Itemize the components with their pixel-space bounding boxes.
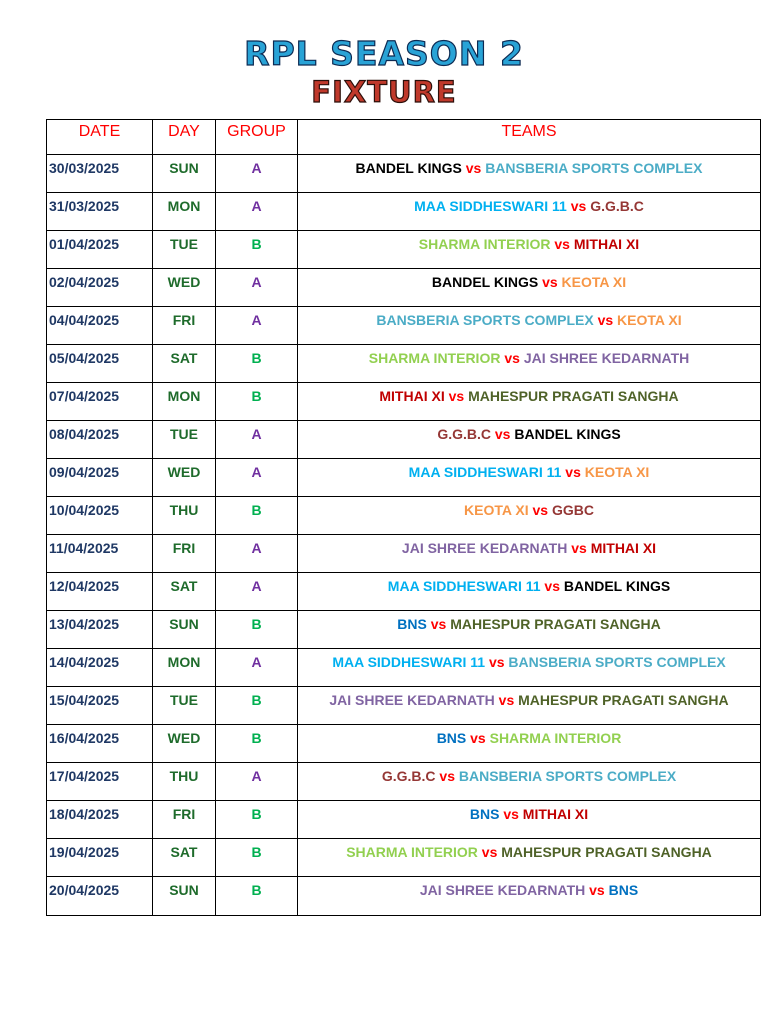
- fixture-group: B: [216, 725, 298, 763]
- team-away: G.G.B.C: [590, 198, 644, 214]
- team-away: MAHESPUR PRAGATI SANGHA: [468, 388, 679, 404]
- table-row: [47, 269, 761, 307]
- table-row: [47, 649, 761, 687]
- fixture-day: THU: [153, 763, 216, 801]
- fixture-table: [46, 119, 761, 916]
- team-home: KEOTA XI: [464, 502, 529, 518]
- fixture-date: 16/04/2025: [47, 725, 153, 763]
- fixture-group: B: [216, 687, 298, 725]
- vs-label: vs: [481, 844, 498, 860]
- fixture-teams: [298, 687, 761, 725]
- team-away: BANDEL KINGS: [514, 426, 621, 442]
- fixture-teams: [298, 421, 761, 459]
- fixture-day: TUE: [153, 231, 216, 269]
- fixture-day: FRI: [153, 535, 216, 573]
- vs-label: vs: [542, 274, 558, 290]
- fixture-group: B: [216, 611, 298, 649]
- team-home: MITHAI XI: [379, 388, 445, 404]
- fixture-date: 19/04/2025: [47, 839, 153, 877]
- team-home: MAA SIDDHESWARI 11: [332, 654, 486, 670]
- fixture-group: B: [216, 345, 298, 383]
- fixture-day: TUE: [153, 421, 216, 459]
- table-row: [47, 231, 761, 269]
- table-row: [47, 383, 761, 421]
- fixture-day: SAT: [153, 345, 216, 383]
- fixture-date: 17/04/2025: [47, 763, 153, 801]
- fixture-teams: [298, 573, 761, 611]
- table-row: [47, 155, 761, 193]
- vs-label: vs: [554, 236, 570, 252]
- fixture-teams: [298, 269, 761, 307]
- team-home: SHARMA INTERIOR: [418, 236, 551, 252]
- team-away: BANDEL KINGS: [563, 578, 671, 594]
- fixture-teams: [298, 307, 761, 345]
- table-row: [47, 877, 761, 916]
- table-row: [47, 763, 761, 801]
- team-home: JAI SHREE KEDARNATH: [401, 540, 568, 556]
- table-row: [47, 725, 761, 763]
- fixture-group: A: [216, 307, 298, 345]
- vs-label: vs: [470, 730, 486, 746]
- fixture-group: B: [216, 877, 298, 916]
- team-away: MITHAI XI: [590, 540, 657, 556]
- fixture-group: A: [216, 269, 298, 307]
- team-away: SHARMA INTERIOR: [489, 730, 622, 746]
- vs-label: vs: [494, 426, 511, 442]
- fixture-group: A: [216, 763, 298, 801]
- vs-label: vs: [570, 198, 587, 214]
- team-home: MAA SIDDHESWARI 11: [414, 198, 567, 214]
- fixture-teams: [298, 839, 761, 877]
- team-home: BNS: [397, 616, 427, 632]
- team-home: G.G.B.C: [381, 768, 436, 784]
- team-home: BNS: [469, 806, 500, 822]
- fixture-day: THU: [153, 497, 216, 535]
- table-row: [47, 307, 761, 345]
- team-away: MITHAI XI: [522, 806, 589, 822]
- fixture-date: 30/03/2025: [47, 155, 153, 193]
- fixture-day: SAT: [153, 573, 216, 611]
- table-row: [47, 839, 761, 877]
- fixture-date: 02/04/2025: [47, 269, 153, 307]
- team-away: JAI SHREE KEDARNATH: [523, 350, 690, 366]
- fixture-date: 31/03/2025: [47, 193, 153, 231]
- fixture-date: 20/04/2025: [47, 877, 153, 916]
- vs-label: vs: [498, 692, 515, 708]
- team-home: SHARMA INTERIOR: [368, 350, 501, 366]
- table-row: [47, 497, 761, 535]
- fixture-group: A: [216, 193, 298, 231]
- fixture-date: 09/04/2025: [47, 459, 153, 497]
- team-home: JAI SHREE KEDARNATH: [419, 882, 586, 898]
- fixture-group: B: [216, 497, 298, 535]
- table-row: [47, 421, 761, 459]
- team-away: BANSBERIA SPORTS COMPLEX: [458, 768, 677, 784]
- fixture-date: 11/04/2025: [47, 535, 153, 573]
- fixture-day: SUN: [153, 877, 216, 916]
- fixture-day: SUN: [153, 155, 216, 193]
- fixture-date: 13/04/2025: [47, 611, 153, 649]
- fixture-group: B: [216, 231, 298, 269]
- team-home: SHARMA INTERIOR: [346, 844, 478, 860]
- table-row: [47, 801, 761, 839]
- vs-label: vs: [532, 502, 549, 518]
- fixture-teams: [298, 345, 761, 383]
- column-header-group: GROUP: [216, 120, 298, 155]
- team-away: MITHAI XI: [573, 236, 640, 252]
- vs-label: vs: [571, 540, 587, 556]
- vs-label: vs: [439, 768, 455, 784]
- fixture-teams: [298, 383, 761, 421]
- fixture-day: WED: [153, 725, 216, 763]
- fixture-date: 18/04/2025: [47, 801, 153, 839]
- fixture-teams: [298, 155, 761, 193]
- fixture-day: MON: [153, 649, 216, 687]
- team-away: KEOTA XI: [561, 274, 627, 290]
- fixture-group: A: [216, 535, 298, 573]
- vs-label: vs: [503, 806, 519, 822]
- table-row: [47, 193, 761, 231]
- team-home: MAA SIDDHESWARI 11: [387, 578, 541, 594]
- team-home: JAI SHREE KEDARNATH: [329, 692, 495, 708]
- fixture-group: A: [216, 459, 298, 497]
- team-away: BANSBERIA SPORTS COMPLEX: [508, 654, 726, 670]
- fixture-teams: [298, 193, 761, 231]
- fixture-group: A: [216, 155, 298, 193]
- fixture-group: B: [216, 801, 298, 839]
- vs-label: vs: [465, 160, 482, 176]
- table-header-row: [47, 120, 761, 155]
- column-header-date: DATE: [47, 120, 153, 155]
- team-home: BANSBERIA SPORTS COMPLEX: [376, 312, 594, 328]
- fixture-teams: [298, 763, 761, 801]
- team-away: KEOTA XI: [617, 312, 682, 328]
- vs-label: vs: [597, 312, 614, 328]
- table-row: [47, 611, 761, 649]
- fixture-date: 07/04/2025: [47, 383, 153, 421]
- fixture-teams: [298, 231, 761, 269]
- fixture-date: 15/04/2025: [47, 687, 153, 725]
- table-row: [47, 687, 761, 725]
- column-header-teams: TEAMS: [298, 120, 761, 155]
- fixture-day: FRI: [153, 801, 216, 839]
- fixture-day: SUN: [153, 611, 216, 649]
- fixture-group: A: [216, 573, 298, 611]
- fixture-teams: [298, 649, 761, 687]
- fixture-teams: [298, 877, 761, 916]
- table-row: [47, 345, 761, 383]
- fixture-teams: [298, 459, 761, 497]
- vs-label: vs: [430, 616, 447, 632]
- fixture-day: WED: [153, 269, 216, 307]
- fixture-date: 04/04/2025: [47, 307, 153, 345]
- team-away: MAHESPUR PRAGATI SANGHA: [501, 844, 712, 860]
- fixture-day: WED: [153, 459, 216, 497]
- vs-label: vs: [544, 578, 560, 594]
- fixture-day: FRI: [153, 307, 216, 345]
- fixture-group: B: [216, 383, 298, 421]
- vs-label: vs: [488, 654, 505, 670]
- fixture-teams: [298, 801, 761, 839]
- fixture-day: MON: [153, 383, 216, 421]
- fixture-teams: [298, 611, 761, 649]
- team-away: BANSBERIA SPORTS COMPLEX: [485, 160, 703, 176]
- vs-label: vs: [565, 464, 581, 480]
- fixture-date: 08/04/2025: [47, 421, 153, 459]
- fixture-date: 14/04/2025: [47, 649, 153, 687]
- team-home: BANDEL KINGS: [431, 274, 539, 290]
- fixture-date: 10/04/2025: [47, 497, 153, 535]
- fixture-date: 12/04/2025: [47, 573, 153, 611]
- fixture-teams: [298, 497, 761, 535]
- table-row: [47, 535, 761, 573]
- team-away: KEOTA XI: [584, 464, 650, 480]
- table-row: [47, 459, 761, 497]
- column-header-day: DAY: [153, 120, 216, 155]
- team-away: BNS: [608, 882, 639, 898]
- team-home: MAA SIDDHESWARI 11: [408, 464, 562, 480]
- fixture-group: B: [216, 839, 298, 877]
- team-away: MAHESPUR PRAGATI SANGHA: [450, 616, 661, 632]
- fixture-group: A: [216, 421, 298, 459]
- fixture-date: 01/04/2025: [47, 231, 153, 269]
- fixture-date: 05/04/2025: [47, 345, 153, 383]
- table-row: [47, 573, 761, 611]
- fixture-rows: [47, 155, 761, 916]
- page-title: RPL SEASON 2: [244, 34, 524, 73]
- team-home: BNS: [436, 730, 467, 746]
- vs-label: vs: [448, 388, 465, 404]
- team-away: GGBC: [551, 502, 594, 518]
- fixture-day: SAT: [153, 839, 216, 877]
- fixture-teams: [298, 535, 761, 573]
- page-subtitle: FIXTURE: [311, 75, 457, 109]
- team-home: G.G.B.C: [437, 426, 491, 442]
- vs-label: vs: [589, 882, 605, 898]
- fixture-teams: [298, 725, 761, 763]
- team-home: BANDEL KINGS: [355, 160, 462, 176]
- fixture-day: MON: [153, 193, 216, 231]
- team-away: MAHESPUR PRAGATI SANGHA: [518, 692, 729, 708]
- vs-label: vs: [504, 350, 520, 366]
- fixture-day: TUE: [153, 687, 216, 725]
- fixture-group: A: [216, 649, 298, 687]
